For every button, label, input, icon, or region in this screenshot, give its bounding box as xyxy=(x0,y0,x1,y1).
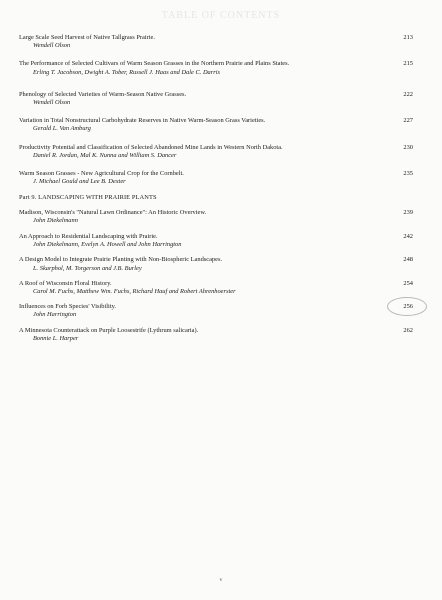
toc-entry xyxy=(19,233,423,249)
entry-title: Influences on Forb Species' Visibility. xyxy=(19,303,116,311)
entry-page-number: 213 xyxy=(403,34,413,41)
section-heading xyxy=(19,194,423,202)
entry-title: Large Scale Seed Harvest of Native Tallgrass Prairie. xyxy=(19,34,155,41)
entry-title: Phenology of Selected Varieties of Warm-Season Native Grasses. xyxy=(19,90,187,98)
entry-page-number: 215 xyxy=(403,60,413,68)
entry-page-number: 222 xyxy=(403,90,413,98)
entry-page-number: 230 xyxy=(403,143,413,151)
entry-page-number: 262 xyxy=(403,326,413,334)
entry-title: The Performance of Selected Cultivars of Warm Season Grasses in the Northern Prairie and Plains States. xyxy=(19,60,290,68)
entry-authors: Wendell Olson xyxy=(33,42,71,50)
entry-authors: Carol M. Fuchs, Matthew Wm. Fuchs, Richard Hauf and Robert Ahrenhoerster xyxy=(33,288,236,296)
entry-page-number: 242 xyxy=(403,233,413,241)
entry-authors: John Diekelmann, Evelyn A. Howell and John Harrington xyxy=(33,241,182,249)
toc-entry xyxy=(19,303,423,319)
entry-authors: Gerald L. Van Amburg xyxy=(33,125,91,133)
entry-authors: Erling T. Jacobson, Dwight A. Tober, Russell J. Haas and Dale C. Darris xyxy=(33,68,220,76)
toc-entry xyxy=(19,60,423,76)
entry-title: An Approach to Residential Landscaping with Prairie. xyxy=(19,233,158,241)
section-title: Part 9. LANDSCAPING WITH PRAIRIE PLANTS xyxy=(19,194,157,202)
toc-entry xyxy=(19,117,423,133)
entry-page-number: 227 xyxy=(403,117,413,125)
toc-entry xyxy=(19,91,423,107)
entry-authors: Daniel R. Jordan, Mal K. Nunna and William S. Dancer xyxy=(33,151,177,159)
toc-entry xyxy=(19,280,423,296)
page-folio: v xyxy=(219,577,223,583)
entry-page-number: 239 xyxy=(403,208,413,216)
entry-title: Madison, Wisconsin's "Natural Lawn Ordinance": An Historic Overview. xyxy=(19,208,207,216)
toc-entry xyxy=(19,209,423,225)
toc-entry xyxy=(19,327,423,343)
entry-title: Productivity Potential and Classification of Selected Abandoned Mine Lands in Western North Dakota. xyxy=(19,143,283,151)
entry-page-number: 235 xyxy=(403,170,413,178)
entry-title: Variation in Total Nonstructural Carbohydrate Reserves in Native Warm-Season Grass Varieties. xyxy=(19,117,266,125)
toc-entry xyxy=(19,170,423,186)
entry-title: Warm Season Grasses - New Agricultural Crop for the Cornbelt. xyxy=(19,170,184,178)
entry-authors: L. Skarphol, M. Torgerson and J.B. Burley xyxy=(33,264,142,272)
entry-page-number: 248 xyxy=(403,256,413,264)
entry-authors: John Harrington xyxy=(33,311,77,319)
table-of-contents xyxy=(19,26,423,343)
running-header-bleedthrough: TABLE OF CONTENTS xyxy=(161,10,281,21)
entry-authors: Bonnie L. Harper xyxy=(33,334,79,342)
entry-title: A Design Model to Integrate Prairie Planting with Non-Biospheric Landscapes. xyxy=(19,256,223,264)
toc-entry xyxy=(19,256,423,272)
entry-page-number: 256 xyxy=(403,303,413,311)
entry-authors: Wendell Olson xyxy=(33,99,71,107)
toc-entry xyxy=(19,144,423,160)
entry-title: A Roof of Wisconsin Floral History. xyxy=(19,279,112,287)
entry-authors: J. Michael Gould and Lee B. Dexter xyxy=(33,178,126,186)
entry-title: A Minnesota Counterattack on Purple Loosestrife (Lythrum salicaria). xyxy=(19,326,199,334)
entry-authors: John Diekelmann xyxy=(33,216,78,224)
entry-page-number: 254 xyxy=(403,279,413,287)
toc-entry xyxy=(19,34,423,50)
